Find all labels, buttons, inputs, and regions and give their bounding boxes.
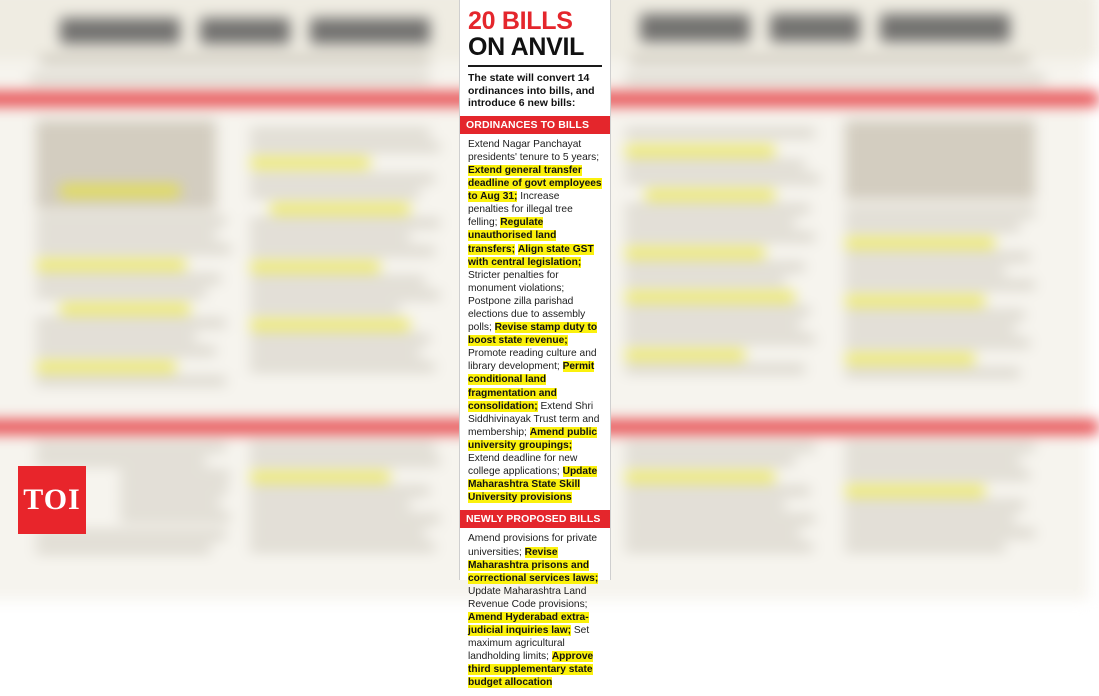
bill-item: Extend general transfer deadline of govt employees to Aug 31; <box>468 164 602 203</box>
headline-line-2: ON ANVIL <box>468 33 585 61</box>
bill-item: Align state GST with central legislation; <box>468 243 594 268</box>
bills-list <box>468 134 602 511</box>
section-body <box>460 134 610 511</box>
bill-item: Promote reading culture and library development; <box>468 348 597 373</box>
bill-item: Set maximum agricultural landholding limits; <box>468 625 590 663</box>
bill-item: Update Maharashtra State Skill University provisions <box>468 466 598 504</box>
standfirst-text: The state will convert 14 ordinances into bills, and introduce 6 new bills: <box>468 72 595 110</box>
section-header: NEWLY PROPOSED BILLS <box>460 510 610 528</box>
bill-item: Amend provisions for private universities; <box>468 533 598 558</box>
bill-item: Extend Nagar Panchayat presidents' tenure to 5 years; <box>468 138 600 163</box>
headline <box>468 0 602 60</box>
section-header: ORDINANCES TO BILLS <box>460 116 610 134</box>
bill-item: Amend Hyderabad extra-judicial inquiries law; <box>468 611 589 637</box>
toi-logo-text: TOI <box>23 483 81 516</box>
bill-item: Permit conditional land fragmentation and consolidation; <box>468 361 595 412</box>
sections-container <box>460 116 610 696</box>
bill-item: Increase penalties for illegal tree felling; <box>468 191 573 229</box>
infographic-card <box>459 0 611 689</box>
bill-item: Revise stamp duty to boost state revenue; <box>468 322 598 347</box>
bill-item: Approve third supplementary state budget allocation <box>468 651 594 689</box>
section-body <box>460 528 610 695</box>
bill-item: Update Maharashtra Land Revenue Code provisions; <box>468 585 588 610</box>
bill-item: Revise Maharashtra prisons and correctional services laws; <box>468 546 599 584</box>
bills-list <box>468 528 602 695</box>
bill-item: Amend public university groupings; <box>468 426 598 451</box>
headline-line-1: 20 BILLS <box>468 7 573 35</box>
toi-logo <box>18 466 86 534</box>
bill-item: Extend Shri Siddhivinayak Trust term and membership; <box>468 400 600 438</box>
bill-item: Regulate unauthorised land transfers; <box>468 217 557 255</box>
bill-item: Stricter penalties for monument violations; Postpone zilla parishad elections due to assembly polls; <box>468 269 586 334</box>
bill-item: Extend deadline for new college applications; <box>468 453 578 478</box>
